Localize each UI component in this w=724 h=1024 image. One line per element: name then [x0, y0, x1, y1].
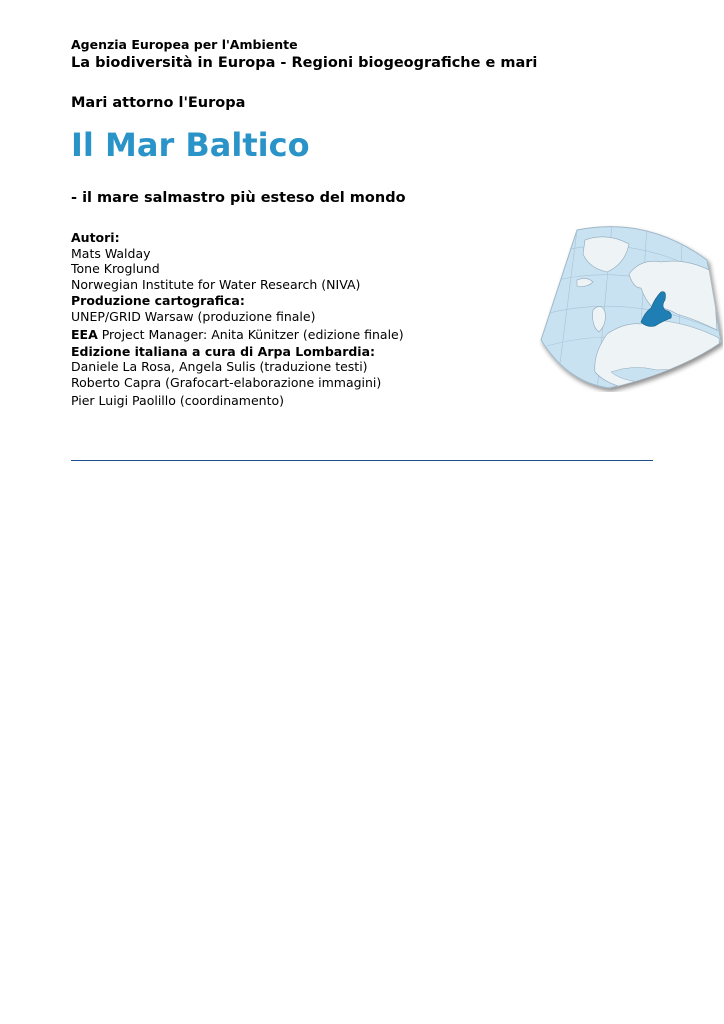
- series-title: La biodiversità in Europa - Regioni biogeografiche e mari: [71, 55, 538, 71]
- cartography-line: UNEP/GRID Warsaw (produzione finale): [71, 308, 316, 324]
- authors-label: Autori:: [71, 230, 120, 245]
- author-line: Mats Walday: [71, 245, 151, 261]
- author-line: Norwegian Institute for Water Research (NIVA): [71, 276, 361, 292]
- page-title: Il Mar Baltico: [71, 126, 310, 164]
- section-title: Mari attorno l'Europa: [71, 95, 246, 111]
- eea-line: [71, 327, 451, 343]
- baltic-sea-locator-map: [537, 222, 723, 392]
- italian-edition-label: Edizione italiana a cura di Arpa Lombardia:: [71, 343, 376, 359]
- cartography-label: Produzione cartografica:: [71, 293, 245, 308]
- eea-label: EEA: [71, 327, 98, 342]
- organization-name: Agenzia Europea per l'Ambiente: [71, 37, 298, 52]
- map-land-continent: [595, 320, 721, 390]
- section-divider: [71, 460, 653, 461]
- italian-edition-line: Daniele La Rosa, Angela Sulis (traduzione testi): [71, 359, 368, 374]
- page-subtitle: - il mare salmastro più esteso del mondo: [71, 190, 406, 206]
- eea-text: Project Manager: Anita Künitzer (edizione finale): [97, 327, 404, 342]
- italian-edition-line: Pier Luigi Paolillo (coordinamento): [71, 393, 285, 408]
- document-page: [71, 0, 653, 1024]
- italian-edition-line: Roberto Capra (Grafocart-elaborazione immagini): [71, 374, 382, 390]
- author-line: Tone Kroglund: [71, 261, 160, 276]
- credits-block: [71, 230, 451, 409]
